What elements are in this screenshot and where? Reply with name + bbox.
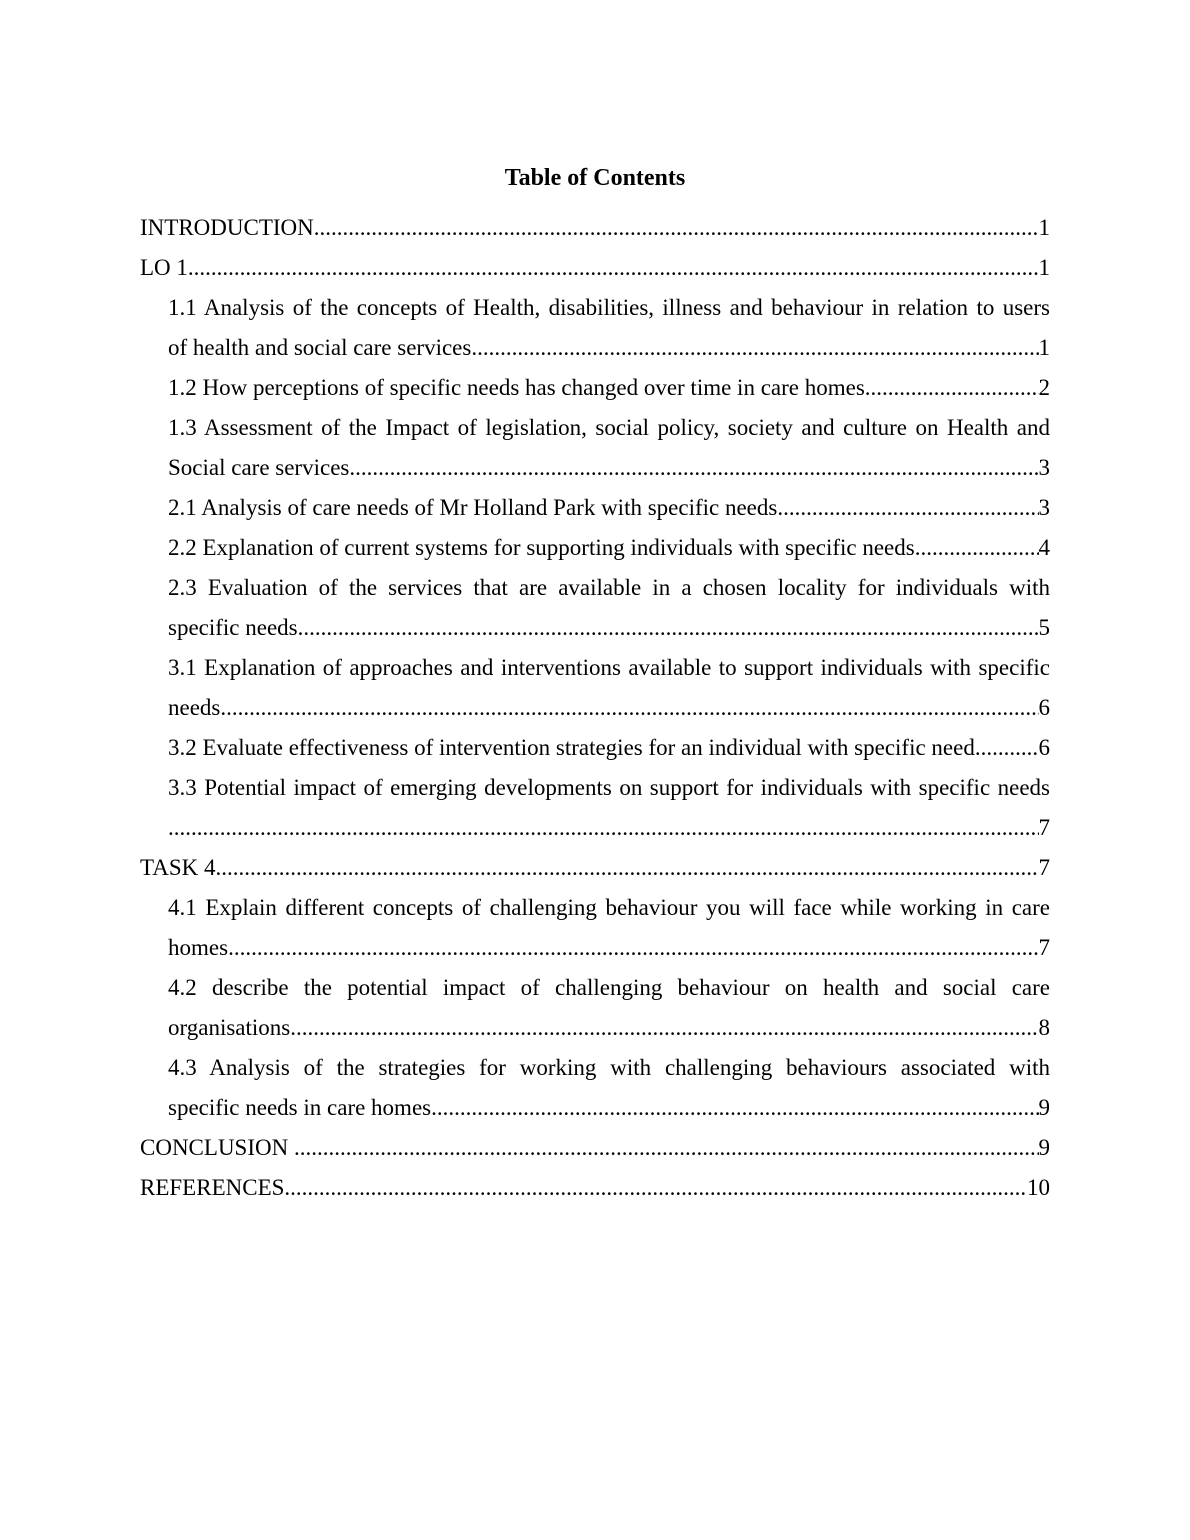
toc-entry-text-line: 4.3 Analysis of the strategies for working with challenging behaviours associated with — [168, 1055, 1050, 1080]
toc-entry-last-line — [168, 728, 1050, 768]
dot-leader — [349, 448, 1038, 488]
toc-entry-title: 2.2 Explanation of current systems for supporting individuals with specific needs — [168, 535, 915, 560]
dot-leader — [290, 1008, 1038, 1048]
toc-entry-title: TASK 4 — [140, 855, 216, 880]
toc-entry[interactable] — [140, 528, 1050, 568]
dot-leader — [314, 208, 1039, 248]
toc-entry-title: specific needs — [168, 615, 298, 640]
toc-page-number: 2 — [1038, 375, 1050, 400]
dot-leader — [188, 248, 1039, 288]
dot-leader — [220, 688, 1038, 728]
toc-entry-title: of health and social care services — [168, 335, 472, 360]
toc-entry-last-line — [168, 328, 1050, 368]
toc-entry[interactable] — [140, 208, 1050, 248]
toc-entry-text-line: 2.3 Evaluation of the services that are available in a chosen locality for individuals with — [168, 575, 1050, 600]
toc-entry[interactable] — [140, 408, 1050, 488]
toc-page-number: 1 — [1038, 255, 1050, 280]
toc-entry[interactable] — [140, 1128, 1050, 1168]
toc-entry-title: Social care services — [168, 455, 350, 480]
dot-leader — [975, 728, 1039, 768]
toc-entry-last-line — [168, 688, 1050, 728]
toc-entry-title: homes — [168, 935, 229, 960]
toc-page-number: 7 — [1038, 815, 1050, 840]
toc-entry[interactable] — [140, 1048, 1050, 1128]
toc-entry-last-line — [168, 448, 1050, 488]
toc-entry-text-line: 4.2 describe the potential impact of challenging behaviour on health and social care — [168, 975, 1050, 1000]
toc-page-number: 7 — [1038, 935, 1050, 960]
toc-page-number: 3 — [1038, 495, 1050, 520]
toc-entry-title: specific needs in care homes — [168, 1095, 432, 1120]
toc-entry[interactable] — [140, 568, 1050, 648]
toc-entry[interactable] — [140, 368, 1050, 408]
toc-entry-last-line — [140, 848, 1050, 888]
dot-leader — [431, 1088, 1038, 1128]
toc-entry-text-line: 3.3 Potential impact of emerging developments on support for individuals with specific needs — [168, 775, 1050, 800]
toc-entry[interactable] — [140, 888, 1050, 968]
toc-page-number: 1 — [1038, 215, 1050, 240]
toc-entry[interactable] — [140, 968, 1050, 1048]
toc-page-number: 5 — [1038, 615, 1050, 640]
page-title: Table of Contents — [504, 165, 686, 191]
toc-entry-last-line — [168, 488, 1050, 528]
toc-page-number: 7 — [1038, 855, 1050, 880]
toc-page-number: 9 — [1038, 1095, 1050, 1120]
toc-entry-title: 2.1 Analysis of care needs of Mr Holland Park with specific needs — [168, 495, 778, 520]
toc-entry-last-line — [168, 1008, 1050, 1048]
toc-entry-last-line — [168, 928, 1050, 968]
toc-entry-text-line: 1.3 Assessment of the Impact of legislation, social policy, society and culture on Health and — [168, 415, 1050, 440]
dot-leader — [215, 848, 1038, 888]
toc-page-number: 3 — [1038, 455, 1050, 480]
toc-page-number: 9 — [1038, 1135, 1050, 1160]
dot-leader — [168, 808, 1039, 848]
toc-page-number: 6 — [1038, 695, 1050, 720]
toc-entry-title: 3.2 Evaluate effectiveness of intervention strategies for an individual with specific need — [168, 735, 975, 760]
toc-entry[interactable] — [140, 848, 1050, 888]
dot-leader — [865, 368, 1039, 408]
toc-page-number: 8 — [1038, 1015, 1050, 1040]
toc-entry-title: LO 1 — [140, 255, 188, 280]
toc-page-number: 4 — [1038, 535, 1050, 560]
toc-entry-title: INTRODUCTION — [140, 215, 314, 240]
toc-entry-last-line — [168, 1088, 1050, 1128]
toc-entry-last-line — [140, 208, 1050, 248]
dot-leader — [471, 328, 1038, 368]
toc-entry-title: REFERENCES — [140, 1175, 285, 1200]
toc-entry-last-line — [168, 808, 1050, 848]
toc-entry-last-line — [168, 368, 1050, 408]
toc-entry[interactable] — [140, 248, 1050, 288]
toc-entry-title: 1.2 How perceptions of specific needs has changed over time in care homes — [168, 375, 865, 400]
toc-entry-text-line: 4.1 Explain different concepts of challenging behaviour you will face while working in care — [168, 895, 1050, 920]
toc-entry[interactable] — [140, 728, 1050, 768]
toc-entry-title: organisations — [168, 1015, 291, 1040]
toc-entry-title: CONCLUSION — [140, 1135, 294, 1160]
toc-entry-last-line — [140, 1128, 1050, 1168]
toc-entry-title: needs — [168, 695, 221, 720]
toc-page-number: 10 — [1027, 1175, 1050, 1200]
dot-leader — [777, 488, 1038, 528]
toc-page-number: 6 — [1038, 735, 1050, 760]
toc-entry[interactable] — [140, 1168, 1050, 1208]
toc-entry[interactable] — [140, 488, 1050, 528]
dot-leader — [298, 608, 1039, 648]
dot-leader — [284, 1168, 1027, 1208]
toc-entry-text-line: 1.1 Analysis of the concepts of Health, disabilities, illness and behaviour in relation to users — [168, 295, 1050, 320]
dot-leader — [294, 1128, 1039, 1168]
toc-entry[interactable] — [140, 768, 1050, 848]
toc-entry-last-line — [140, 248, 1050, 288]
toc-entry-text-line: 3.1 Explanation of approaches and interventions available to support individuals with specific — [168, 655, 1050, 680]
toc-entry-last-line — [168, 608, 1050, 648]
table-of-contents — [140, 208, 1050, 1208]
dot-leader — [228, 928, 1038, 968]
toc-entry-last-line — [168, 528, 1050, 568]
toc-entry[interactable] — [140, 648, 1050, 728]
dot-leader — [915, 528, 1039, 568]
toc-entry-last-line — [140, 1168, 1050, 1208]
toc-entry[interactable] — [140, 288, 1050, 368]
toc-page-number: 1 — [1038, 335, 1050, 360]
